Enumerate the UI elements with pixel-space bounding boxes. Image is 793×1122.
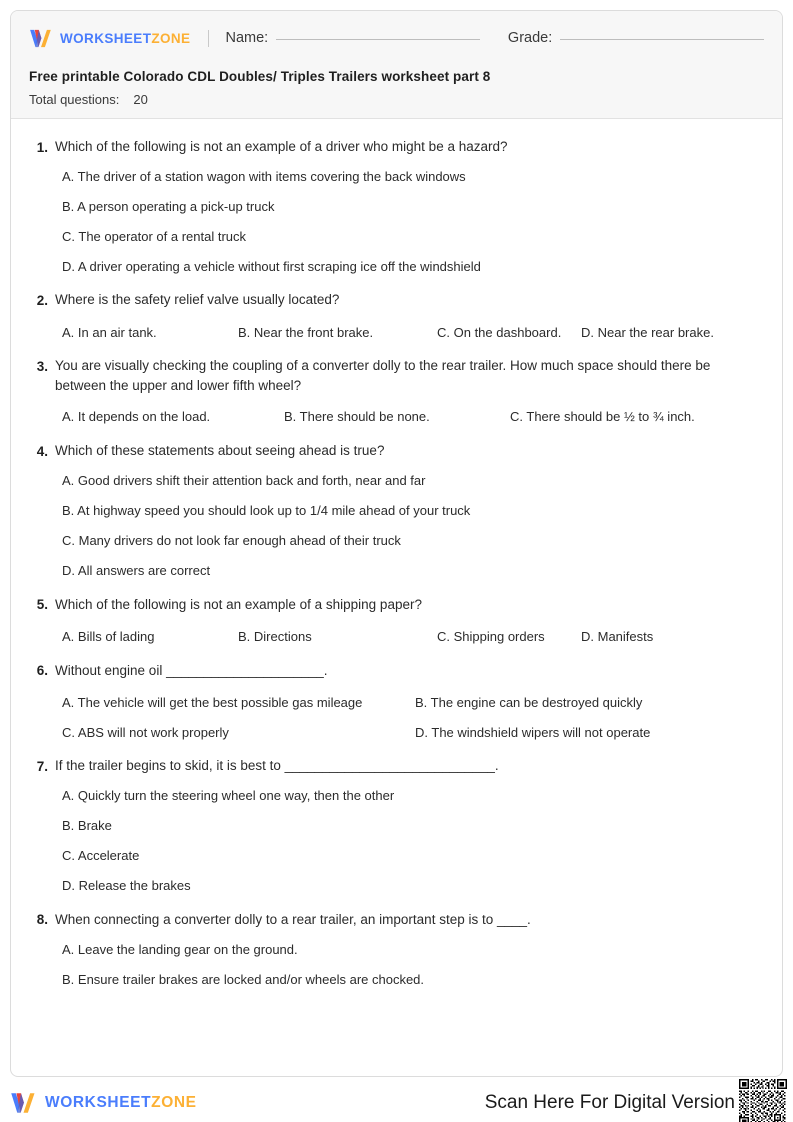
option-a[interactable]: A. Good drivers shift their attention back and forth, near and far <box>62 473 426 489</box>
question-options <box>33 787 760 895</box>
question-number: 2. <box>36 292 48 308</box>
question-heading <box>33 661 760 681</box>
qr-code-icon[interactable] <box>739 1079 787 1122</box>
option-a[interactable]: A. The driver of a station wagon with items covering the back windows <box>62 169 466 185</box>
option-b[interactable]: B. A person operating a pick-up truck <box>62 198 275 214</box>
question-text: Which of these statements about seeing ahead is true? <box>55 443 385 459</box>
option-c[interactable]: C. Shipping orders <box>437 628 545 644</box>
option-b[interactable]: B. The engine can be destroyed quickly <box>415 694 643 710</box>
option-a[interactable]: A. In an air tank. <box>62 324 157 340</box>
option-c[interactable]: C. There should be ½ to ¾ inch. <box>510 409 695 425</box>
question-heading <box>33 356 760 395</box>
question-item <box>33 137 760 276</box>
option-a[interactable]: A. Bills of lading <box>62 628 155 644</box>
question-options <box>33 628 760 647</box>
question-options <box>33 694 760 743</box>
grade-field-label: Grade: <box>507 30 553 46</box>
question-number: 4. <box>36 443 48 459</box>
question-heading <box>33 290 760 310</box>
question-text: You are visually checking the coupling of a converter dolly to the rear trailer. How much space should there be between the upper and lower fifth wheel? <box>55 358 711 393</box>
brand-logo-text-secondary: ZONE <box>151 30 191 46</box>
option-d[interactable]: D. All answers are correct <box>62 562 211 578</box>
brand-logo-text <box>60 31 190 46</box>
grade-field[interactable] <box>508 30 764 46</box>
question-number: 8. <box>36 912 48 928</box>
option-a[interactable]: A. The vehicle will get the best possible gas mileage <box>62 694 363 710</box>
footer-brand-logo-text-primary: WORKSHEET <box>45 1094 152 1111</box>
worksheet-zone-logo-mark-icon <box>10 1091 37 1115</box>
question-number: 3. <box>36 358 48 374</box>
question-item <box>33 661 760 743</box>
question-item <box>33 290 760 342</box>
question-options <box>33 472 760 580</box>
footer-brand-logo <box>10 1091 197 1115</box>
question-text: Which of the following is not an example of a shipping paper? <box>55 596 422 612</box>
question-heading <box>33 137 760 157</box>
option-c[interactable]: C. ABS will not work properly <box>62 724 229 740</box>
option-c[interactable]: C. The operator of a rental truck <box>62 228 247 244</box>
option-c[interactable]: C. Accelerate <box>62 848 140 864</box>
option-b[interactable]: B. Directions <box>238 628 312 644</box>
option-d[interactable]: D. A driver operating a vehicle without first scraping ice off the windshield <box>62 258 481 274</box>
grade-field-rule[interactable] <box>560 39 764 40</box>
option-a[interactable]: A. It depends on the load. <box>62 409 211 425</box>
option-b[interactable]: B. Near the front brake. <box>238 324 374 340</box>
option-c[interactable]: C. Many drivers do not look far enough ahead of their truck <box>62 533 401 549</box>
question-heading <box>33 441 760 461</box>
brand-logo-text-primary: WORKSHEET <box>60 30 152 46</box>
question-item <box>33 356 760 427</box>
header-divider <box>208 30 209 47</box>
option-d[interactable]: D. Release the brakes <box>62 878 191 893</box>
question-text: When connecting a converter dolly to a rear trailer, an important step is to ____. <box>55 911 531 927</box>
option-d[interactable]: D. Manifests <box>581 628 654 644</box>
option-c[interactable]: C. On the dashboard. <box>437 324 562 340</box>
option-a[interactable]: A. Quickly turn the steering wheel one way, then the other <box>62 788 395 804</box>
option-b[interactable]: B. Ensure trailer brakes are locked and/or wheels are chocked. <box>62 971 425 987</box>
question-item <box>33 441 760 580</box>
question-number: 7. <box>36 758 48 774</box>
page-footer <box>0 1084 793 1122</box>
brand-logo <box>29 28 190 49</box>
scan-prompt-text: Scan Here For Digital Version <box>484 1092 735 1113</box>
name-field-rule[interactable] <box>276 39 480 40</box>
option-d[interactable]: D. Near the rear brake. <box>581 324 714 340</box>
question-text: Which of the following is not an example of a driver who might be a hazard? <box>55 139 508 154</box>
total-questions-value: 20 <box>133 92 148 107</box>
name-field[interactable] <box>225 30 479 46</box>
questions-list <box>11 119 782 1014</box>
option-d[interactable]: D. The windshield wipers will not operate <box>415 724 651 740</box>
worksheet-card <box>10 10 783 1077</box>
question-text: Without engine oil _____________________. <box>55 662 328 678</box>
question-options <box>33 408 760 427</box>
question-heading <box>33 910 760 930</box>
worksheet-zone-logo-mark-icon <box>29 28 53 49</box>
option-b[interactable]: B. At highway speed you should look up to 1/4 mile ahead of your truck <box>62 503 471 519</box>
question-heading <box>33 595 760 615</box>
question-text: Where is the safety relief valve usually located? <box>55 292 340 308</box>
option-b[interactable]: B. Brake <box>62 818 112 834</box>
question-options <box>33 324 760 343</box>
name-field-label: Name: <box>225 30 269 46</box>
worksheet-meta <box>29 92 764 107</box>
question-options <box>33 168 760 276</box>
question-text: If the trailer begins to skid, it is best to ____________________________. <box>55 758 499 774</box>
question-item <box>33 595 760 647</box>
worksheet-title: Free printable Colorado CDL Doubles/ Triples Trailers worksheet part 8 <box>29 69 491 84</box>
option-a[interactable]: A. Leave the landing gear on the ground. <box>62 941 298 957</box>
question-item <box>33 910 760 990</box>
header-top-row <box>29 25 764 51</box>
question-item <box>33 756 760 895</box>
total-questions-label: Total questions: <box>29 92 120 107</box>
option-b[interactable]: B. There should be none. <box>284 409 430 425</box>
worksheet-header <box>11 11 782 119</box>
question-number: 1. <box>36 139 48 155</box>
question-options <box>33 941 760 990</box>
question-number: 5. <box>36 597 48 613</box>
footer-brand-logo-text-secondary: ZONE <box>151 1094 197 1111</box>
question-heading <box>33 756 760 776</box>
footer-brand-logo-text <box>45 1094 197 1112</box>
question-number: 6. <box>36 663 48 679</box>
